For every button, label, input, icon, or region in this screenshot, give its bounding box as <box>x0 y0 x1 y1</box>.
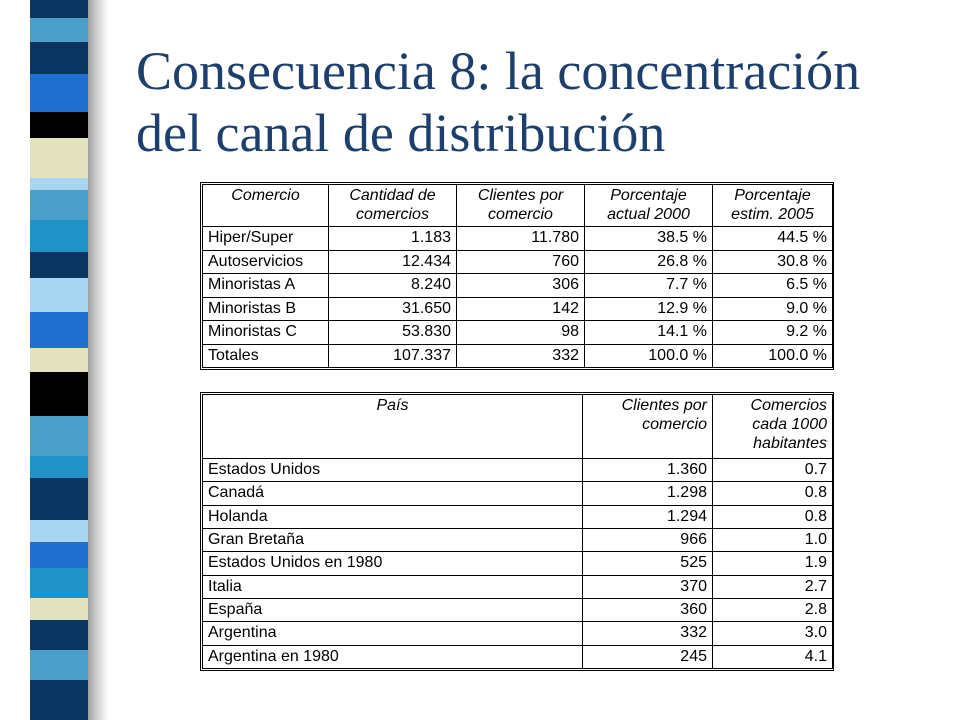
stripe-segment <box>30 252 88 278</box>
stripe-segment <box>30 568 88 598</box>
value-cell: 9.2 % <box>713 321 833 345</box>
value-cell: 1.183 <box>329 227 457 251</box>
commerce-table <box>202 184 833 368</box>
value-cell: 2.7 <box>713 575 833 598</box>
value-cell: 760 <box>457 250 585 274</box>
stripe-segment <box>30 18 88 42</box>
value-cell: 98 <box>457 321 585 345</box>
stripe-segment <box>30 42 88 74</box>
table2-row <box>203 645 833 668</box>
value-cell: 44.5 % <box>713 227 833 251</box>
value-cell: 1.9 <box>713 552 833 575</box>
value-cell: 30.8 % <box>713 250 833 274</box>
row-label-cell: Holanda <box>203 505 583 528</box>
value-cell: 11.780 <box>457 227 585 251</box>
value-cell: 26.8 % <box>585 250 713 274</box>
value-cell: 9.0 % <box>713 297 833 321</box>
row-label-cell: Autoservicios <box>203 250 329 274</box>
value-cell: 31.650 <box>329 297 457 321</box>
table2-row <box>203 575 833 598</box>
table1-row <box>203 344 833 368</box>
table2-header-cell: Clientes por comercio <box>583 395 713 459</box>
stripe-segment <box>30 312 88 348</box>
value-cell: 142 <box>457 297 585 321</box>
table1-row <box>203 250 833 274</box>
table1-row <box>203 297 833 321</box>
value-cell: 245 <box>583 645 713 668</box>
row-label-cell: Minoristas B <box>203 297 329 321</box>
stripe-segment <box>30 456 88 478</box>
value-cell: 4.1 <box>713 645 833 668</box>
row-label-cell: Hiper/Super <box>203 227 329 251</box>
value-cell: 2.8 <box>713 598 833 621</box>
stripe-segment <box>30 680 88 720</box>
value-cell: 100.0 % <box>713 344 833 368</box>
row-label-cell: Argentina en 1980 <box>203 645 583 668</box>
table1-header-cell: Comercio <box>203 185 329 227</box>
value-cell: 966 <box>583 528 713 551</box>
row-label-cell: Estados Unidos <box>203 459 583 482</box>
value-cell: 7.7 % <box>585 274 713 298</box>
row-label-cell: Canadá <box>203 482 583 505</box>
stripe-segment <box>30 542 88 568</box>
value-cell: 1.0 <box>713 528 833 551</box>
value-cell: 1.360 <box>583 459 713 482</box>
value-cell: 0.8 <box>713 505 833 528</box>
table2-header-cell: Comercios cada 1000 habitantes <box>713 395 833 459</box>
table1-row <box>203 321 833 345</box>
row-label-cell: Estados Unidos en 1980 <box>203 552 583 575</box>
stripe-segment <box>30 220 88 252</box>
row-label-cell: Minoristas C <box>203 321 329 345</box>
row-label-cell: Italia <box>203 575 583 598</box>
value-cell: 1.294 <box>583 505 713 528</box>
value-cell: 53.830 <box>329 321 457 345</box>
row-label-cell: Argentina <box>203 622 583 645</box>
value-cell: 332 <box>583 622 713 645</box>
table2-header-row <box>203 395 833 459</box>
table2-row <box>203 482 833 505</box>
stripe-segment <box>30 372 88 416</box>
row-label-cell: Minoristas A <box>203 274 329 298</box>
value-cell: 3.0 <box>713 622 833 645</box>
stripe-segment <box>30 620 88 650</box>
stripe-segment <box>30 520 88 542</box>
table1-header-cell: Cantidad de comercios <box>329 185 457 227</box>
stripe-segment <box>30 178 88 190</box>
value-cell: 12.9 % <box>585 297 713 321</box>
table1-header-row <box>203 185 833 227</box>
value-cell: 0.8 <box>713 482 833 505</box>
table2-row <box>203 459 833 482</box>
table1-header-cell: Porcentaje actual 2000 <box>585 185 713 227</box>
stripe-segment <box>30 74 88 112</box>
slide-title <box>136 40 936 164</box>
value-cell: 8.240 <box>329 274 457 298</box>
value-cell: 1.298 <box>583 482 713 505</box>
stripe-segment <box>30 190 88 220</box>
table1-row <box>203 274 833 298</box>
country-table <box>202 394 833 669</box>
stripe-segment <box>30 138 88 178</box>
table2-row <box>203 552 833 575</box>
decorative-stripe <box>30 0 88 720</box>
row-label-cell: España <box>203 598 583 621</box>
value-cell: 306 <box>457 274 585 298</box>
value-cell: 6.5 % <box>713 274 833 298</box>
title-line-1: Consecuencia 8: la concentración <box>136 41 861 101</box>
table1-row <box>203 227 833 251</box>
stripe-segment <box>30 478 88 520</box>
stripe-segment <box>30 278 88 312</box>
value-cell: 100.0 % <box>585 344 713 368</box>
table2-row <box>203 505 833 528</box>
stripe-segment <box>30 348 88 372</box>
table1-header-cell: Clientes por comercio <box>457 185 585 227</box>
row-label-cell: Gran Bretaña <box>203 528 583 551</box>
table2-header-cell: País <box>203 395 583 459</box>
stripe-segment <box>30 112 88 138</box>
row-label-cell: Totales <box>203 344 329 368</box>
table2-row <box>203 622 833 645</box>
title-line-2: del canal de distribución <box>136 103 666 163</box>
value-cell: 107.337 <box>329 344 457 368</box>
value-cell: 12.434 <box>329 250 457 274</box>
value-cell: 360 <box>583 598 713 621</box>
stripe-segment <box>30 0 88 18</box>
stripe-segment <box>30 598 88 620</box>
table2-row <box>203 598 833 621</box>
stripe-segment <box>30 416 88 456</box>
table2-row <box>203 528 833 551</box>
stripe-segment <box>30 650 88 680</box>
value-cell: 525 <box>583 552 713 575</box>
table1-header-cell: Porcentaje estim. 2005 <box>713 185 833 227</box>
value-cell: 0.7 <box>713 459 833 482</box>
value-cell: 38.5 % <box>585 227 713 251</box>
value-cell: 370 <box>583 575 713 598</box>
stripe-shadow <box>88 0 108 720</box>
value-cell: 332 <box>457 344 585 368</box>
value-cell: 14.1 % <box>585 321 713 345</box>
